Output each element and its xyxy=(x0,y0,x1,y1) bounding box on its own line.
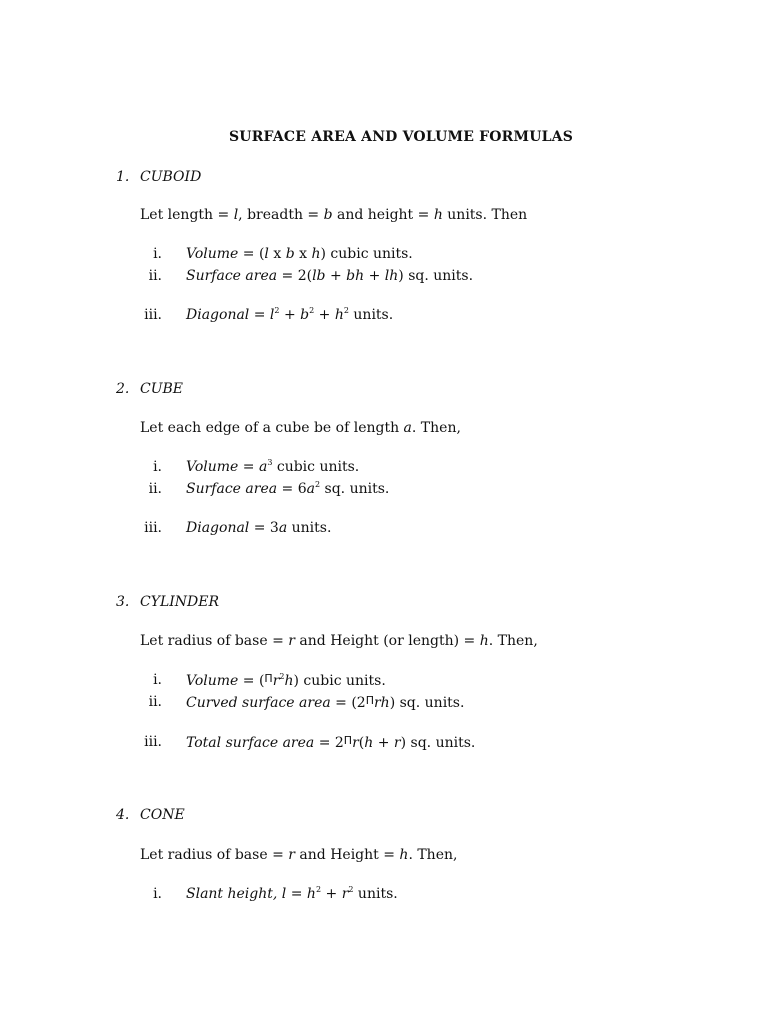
formula-line: Diagonal = $l^2 + b^2 + h^2$ units. xyxy=(186,306,394,323)
formula-line: Total surface area = $2^\Pi r(h + r)$ sq. units. xyxy=(186,734,476,751)
pi-symbol: Π xyxy=(264,672,273,685)
formula-line: Volume = (l x b x h) cubic units. xyxy=(186,246,413,262)
item-numeral: i. xyxy=(153,672,162,688)
section-intro: Let radius of base = r and Height = h. Then, xyxy=(140,847,458,863)
section-heading: CONE xyxy=(140,807,185,823)
formula-line: Volume = $a^3$ cubic units. xyxy=(186,458,360,475)
section-heading: CUBOID xyxy=(140,169,202,185)
section-intro: Let each edge of a cube be of length a. Then, xyxy=(140,420,461,436)
item-numeral: iii. xyxy=(144,307,162,323)
formula-line: Volume = $(^\Pi r^2h)$ cubic units. xyxy=(186,672,386,689)
formula-line: Curved surface area = $(2^\Pi rh)$ sq. units. xyxy=(186,694,465,711)
section-number: 1. xyxy=(116,169,130,185)
item-numeral: iii. xyxy=(144,520,162,536)
formula-line: Surface area = 2(lb + bh + lh) sq. units. xyxy=(186,268,474,284)
section-number: 4. xyxy=(116,807,130,823)
item-numeral: i. xyxy=(153,886,162,902)
section-intro: Let length = l, breadth = b and height = h units. Then xyxy=(140,207,528,223)
item-numeral: iii. xyxy=(144,734,162,750)
section-heading: CUBE xyxy=(140,381,184,397)
formula-line: Surface area = $6a^2$ sq. units. xyxy=(186,480,390,497)
page-title: SURFACE AREA AND VOLUME FORMULAS xyxy=(229,129,574,145)
section-intro: Let radius of base = r and Height (or length) = h. Then, xyxy=(140,633,538,649)
item-numeral: ii. xyxy=(148,481,162,497)
item-numeral: i. xyxy=(153,246,162,262)
formula-line: Slant height, $l = h^2 + r^2$ units. xyxy=(186,885,398,902)
section-number: 3. xyxy=(116,594,130,610)
section-heading: CYLINDER xyxy=(140,594,220,610)
section-number: 2. xyxy=(116,381,130,397)
item-numeral: ii. xyxy=(148,268,162,284)
item-numeral: i. xyxy=(153,459,162,475)
pi-symbol: Π xyxy=(365,694,374,707)
pi-symbol: Π xyxy=(343,734,353,747)
formula-line: Diagonal = 3a units. xyxy=(186,520,332,536)
item-numeral: ii. xyxy=(148,694,162,710)
